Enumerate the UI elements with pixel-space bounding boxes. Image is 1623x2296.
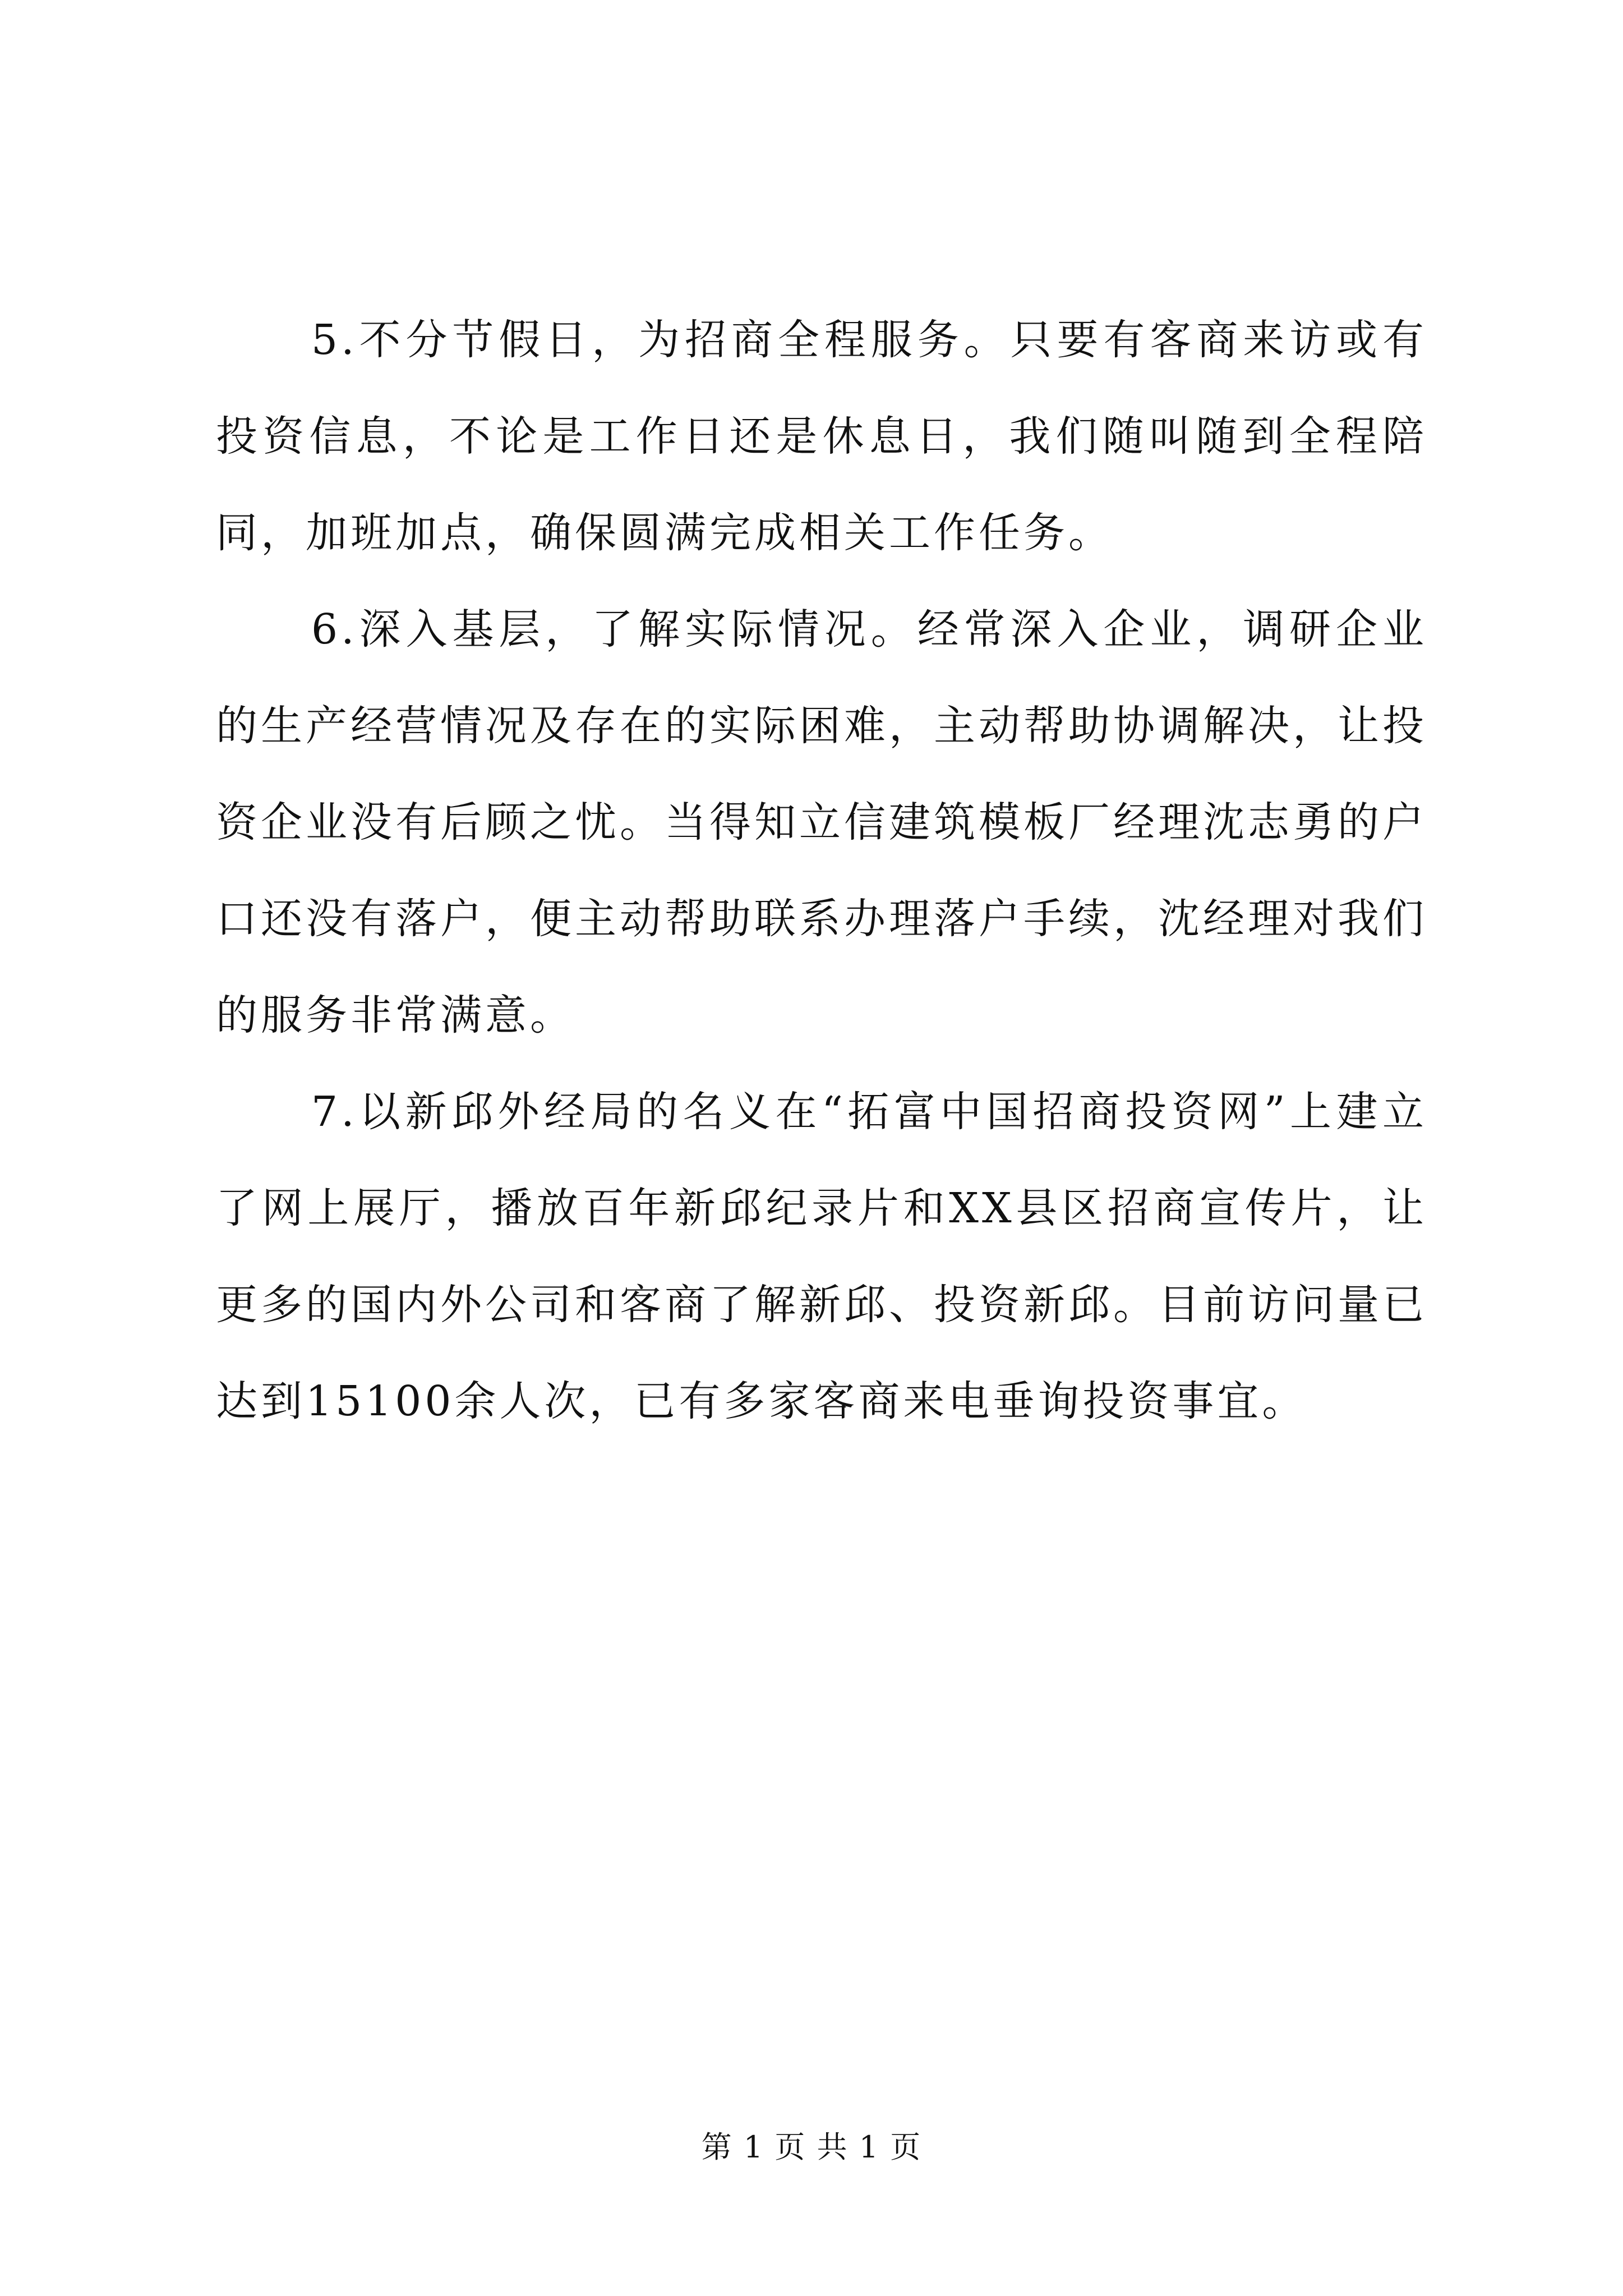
paragraph-6: 6.深入基层，了解实际情况。经常深入企业，调研企业的生产经营情况及存在的实际困难，主动帮助协调解决，让投资企业没有后顾之忧。当得知立信建筑模板厂经理沈志勇的户口还没有落户，便主动帮助联系办理落户手续，沈经理对我们的服务非常满意。 — [216, 605, 1427, 1039]
page-footer: 第 1 页 共 1 页 — [701, 2129, 922, 2165]
document-body — [216, 292, 1427, 1450]
paragraph-7: 7.以新邱外经局的名义在“拓富中国招商投资网”上建立了网上展厅，播放百年新邱纪录片和XX县区招商宣传片，让更多的国内外公司和客商了解新邱、投资新邱。目前访问量已达到15100余人次，已有多家客商来电垂询投资事宜。 — [216, 1088, 1427, 1425]
paragraph-5: 5.不分节假日，为招商全程服务。只要有客商来访或有投资信息，不论是工作日还是休息日，我们随叫随到全程陪同，加班加点，确保圆满完成相关工作任务。 — [216, 316, 1427, 557]
